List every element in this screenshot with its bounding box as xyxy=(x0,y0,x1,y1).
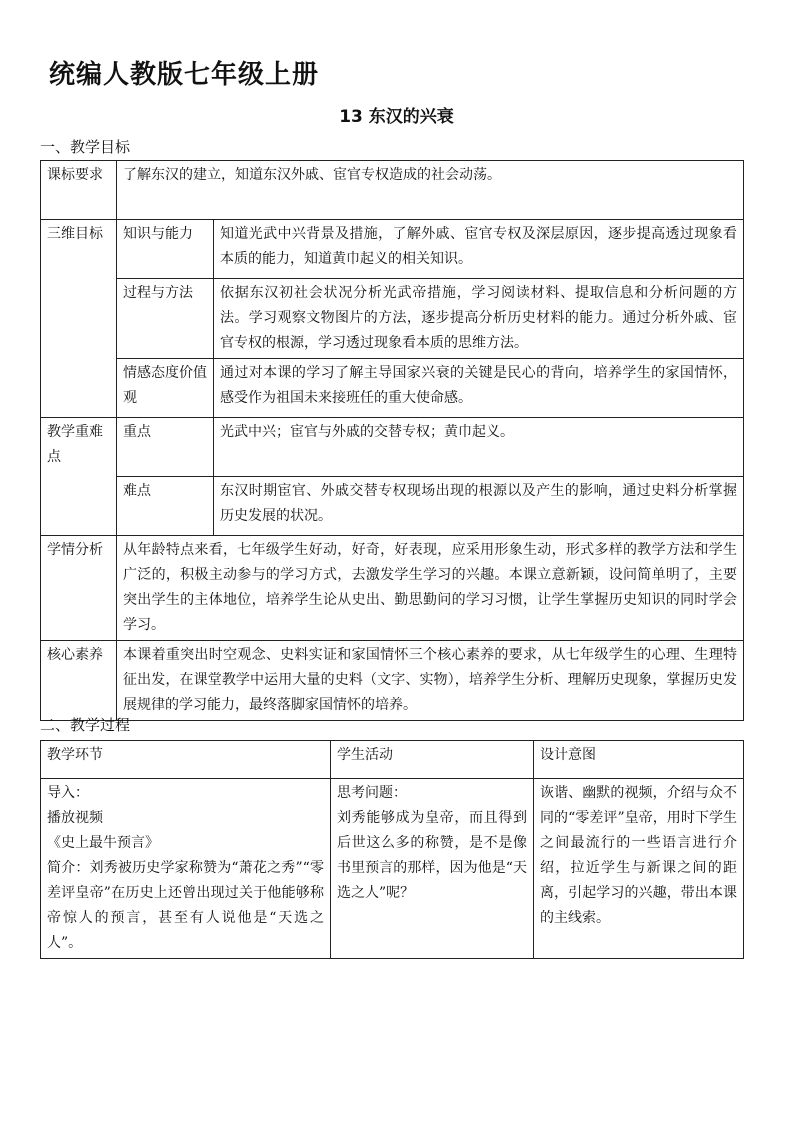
teaching-process-table xyxy=(40,740,744,959)
row-label-three-dimensional: 三维目标 xyxy=(41,220,117,418)
activity-question: 刘秀能够成为皇帝，而且得到后世这么多的称赞，是不是像书里预言的那样，因为他是“天选之人”呢？ xyxy=(337,810,527,901)
teaching-objectives-table xyxy=(40,160,744,721)
table-row xyxy=(41,779,744,959)
lesson-title: 13 东汉的兴衰 xyxy=(339,107,454,127)
table-row xyxy=(41,161,744,220)
knowledge-ability-text: 知道光武中兴背景及措施，了解外戚、宦官专权及深层原因，逐步提高透过现象看本质的能力，知道黄巾起义的相关知识。 xyxy=(214,220,744,279)
intro-label: 导入： xyxy=(47,785,89,801)
process-method-text: 依据东汉初社会状况分析光武帝措施，学习阅读材料、提取信息和分析问题的方法。学习观察文物图片的方法，逐步提高分析历史材料的能力。通过分析外戚、宦官专权的根源，学习透过现象看本质的思维方法。 xyxy=(214,279,744,359)
emotion-values-text: 通过对本课的学习了解主导国家兴衰的关键是民心的背向，培养学生的家国情怀，感受作为祖国未来接班任的重大使命感。 xyxy=(214,359,744,418)
section-heading-process: 二、教学过程 xyxy=(40,716,131,734)
teaching-step-cell xyxy=(41,779,331,959)
table-row xyxy=(41,418,744,477)
play-video-label: 播放视频 xyxy=(47,810,103,826)
row-label-student-analysis: 学情分析 xyxy=(41,536,117,641)
table-header-row xyxy=(41,741,744,779)
header-design-intent: 设计意图 xyxy=(534,741,744,779)
section-heading-objectives: 一、教学目标 xyxy=(40,138,131,156)
row-label-curriculum: 课标要求 xyxy=(41,161,117,220)
sub-label-difficult-point: 难点 xyxy=(117,477,214,536)
row-label-core-literacy: 核心素养 xyxy=(41,641,117,721)
activity-prompt-label: 思考问题： xyxy=(337,785,407,801)
table-row xyxy=(41,279,744,359)
row-label-key-difficult: 教学重难点 xyxy=(41,418,117,536)
curriculum-text: 了解东汉的建立，知道东汉外戚、宦官专权造成的社会动荡。 xyxy=(117,161,744,220)
document-title: 统编人教版七年级上册 xyxy=(49,60,320,90)
table-row xyxy=(41,536,744,641)
table-row xyxy=(41,359,744,418)
sub-label-knowledge: 知识与能力 xyxy=(117,220,214,279)
intro-description: 简介：刘秀被历史学家称赞为“萧花之秀”“零差评皇帝”在历史上还曾出现过关于他能够称帝惊人的预言，甚至有人说他是“天选之人”。 xyxy=(47,860,324,951)
table-row xyxy=(41,477,744,536)
student-activity-cell xyxy=(331,779,534,959)
sub-label-key-point: 重点 xyxy=(117,418,214,477)
difficult-point-text: 东汉时期宦官、外戚交替专权现场出现的根源以及产生的影响，通过史料分析掌握历史发展的状况。 xyxy=(214,477,744,536)
key-point-text: 光武中兴；宦官与外戚的交替专权；黄巾起义。 xyxy=(214,418,744,477)
header-student-activity: 学生活动 xyxy=(331,741,534,779)
design-intent-text: 诙谐、幽默的视频，介绍与众不同的“零差评”皇帝，用时下学生之间最流行的一些语言进行介绍，拉近学生与新课之间的距离，引起学习的兴趣，带出本课的主线索。 xyxy=(534,779,744,959)
table-row xyxy=(41,641,744,721)
table-row xyxy=(41,220,744,279)
sub-label-process: 过程与方法 xyxy=(117,279,214,359)
core-literacy-text: 本课着重突出时空观念、史料实证和家国情怀三个核心素养的要求，从七年级学生的心理、生理特征出发，在课堂教学中运用大量的史料（文字、实物），培养学生分析、理解历史现象，掌握历史发展规律的学习能力，最终落脚家国情怀的培养。 xyxy=(117,641,744,721)
student-analysis-text: 从年龄特点来看，七年级学生好动，好奇，好表现，应采用形象生动，形式多样的教学方法和学生广泛的，积极主动参与的学习方式，去激发学生学习的兴趣。本课立意新颖，设问简单明了，主要突出学生的主体地位，培养学生论从史出、勤思勤问的学习习惯，让学生掌握历史知识的同时学会学习。 xyxy=(117,536,744,641)
sub-label-emotion: 情感态度价值观 xyxy=(117,359,214,418)
header-teaching-step: 教学环节 xyxy=(41,741,331,779)
video-title: 《史上最牛预言》 xyxy=(47,835,159,851)
